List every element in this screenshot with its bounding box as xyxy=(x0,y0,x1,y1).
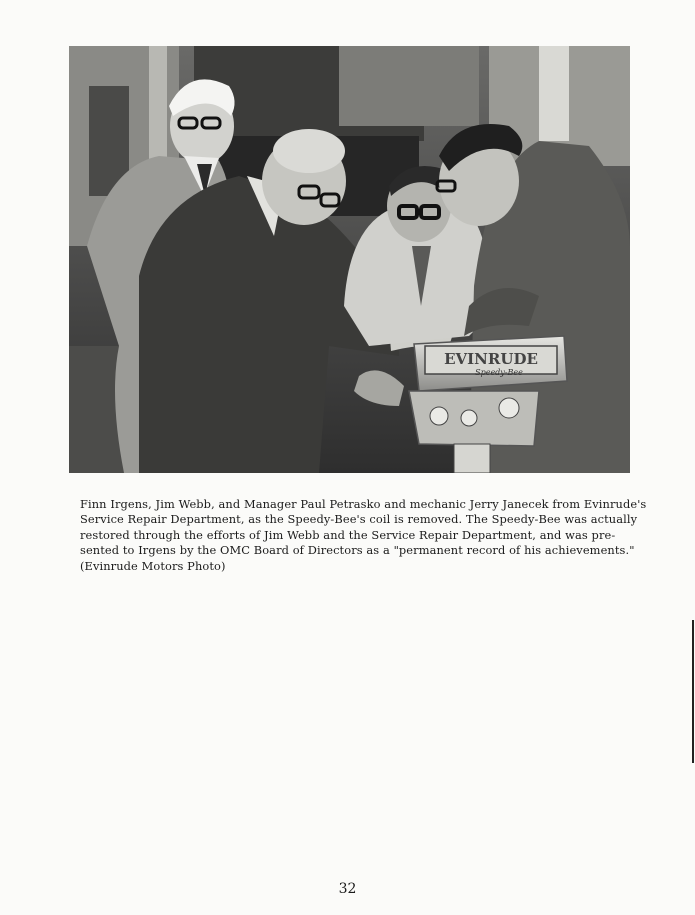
margin-rule xyxy=(692,620,694,763)
caption-line: Service Repair Department, as the Speedy-Bee's coil is removed. The Speedy-Bee was actually xyxy=(80,512,638,527)
nameplate-brand: EVINRUDE xyxy=(444,350,538,368)
caption-line: sented to Irgens by the OMC Board of Directors as a "permanent record of his achievements." xyxy=(80,543,635,558)
page-number: 32 xyxy=(338,881,357,897)
photo-illustration xyxy=(69,46,630,473)
nameplate-model: Speedy-Bee xyxy=(475,368,523,377)
caption-line: Finn Irgens, Jim Webb, and Manager Paul Petrasko and mechanic Jerry Janecek from Evinrude's xyxy=(80,497,647,511)
photo-caption xyxy=(80,497,650,574)
caption-line: (Evinrude Motors Photo) xyxy=(80,558,226,573)
archival-photograph xyxy=(69,46,630,473)
caption-line: restored through the efforts of Jim Webb and the Service Repair Department, and was pre- xyxy=(80,527,616,542)
